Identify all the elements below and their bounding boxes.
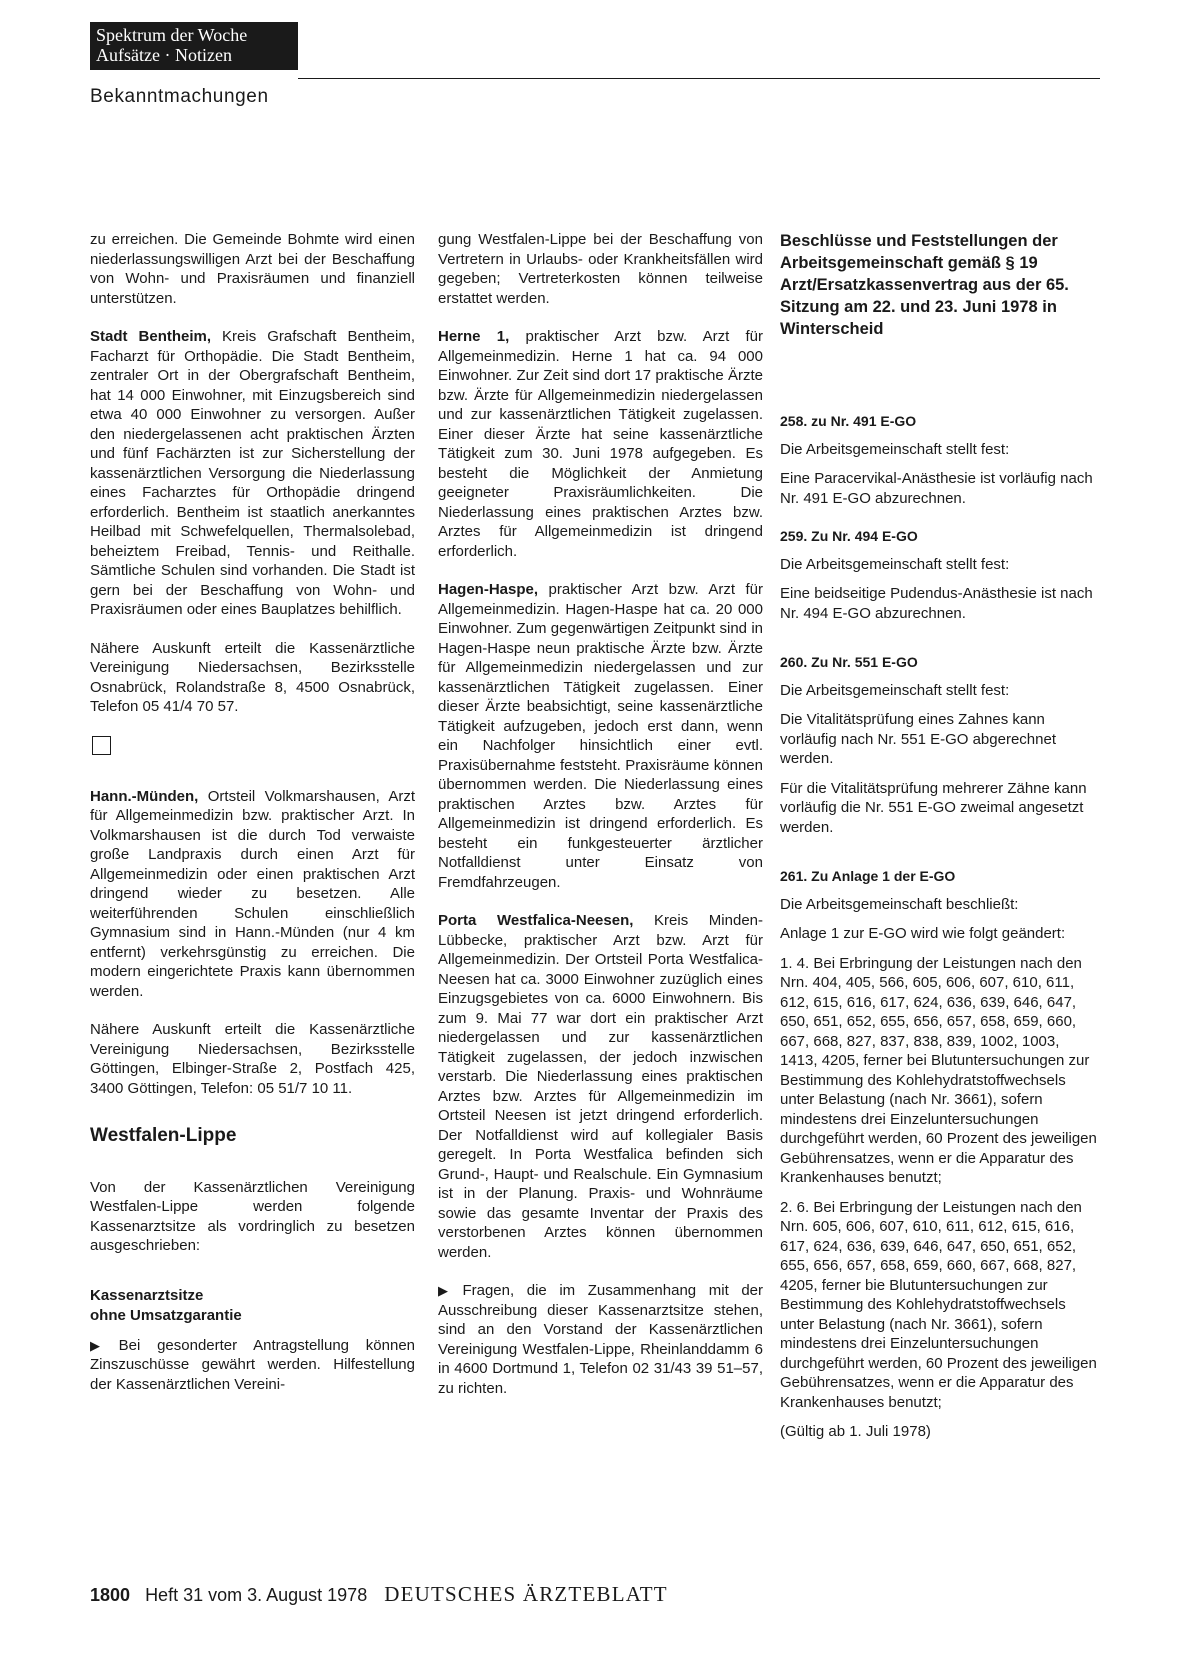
journal-name: DEUTSCHES ÄRZTEBLATT — [384, 1582, 668, 1606]
listing-place: Hagen-Haspe, — [438, 581, 539, 598]
paragraph: gung Westfalen-Lippe bei der Beschaffung von Vertretern in Urlaubs- oder Krankheitsfällen wird gegeben; Vertreterkosten können teilweise erstattet werden. — [438, 231, 763, 307]
listing-place: Hann.-Münden, — [90, 787, 199, 805]
arrow-icon: ▶ — [90, 1337, 113, 1353]
listing-hagen-haspe — [438, 580, 763, 892]
contact-paragraph: Nähere Auskunft erteilt die Kassenärztliche Vereinigung Niedersachsen, Bezirksstelle Göttingen, Elbinger-Straße 2, Postfach 425, 3400 Göttingen, Telefon: 05 51/7 10 11. — [90, 1021, 415, 1097]
issue-info: Heft 31 vom 3. August 1978 — [145, 1585, 368, 1605]
column-1 — [90, 230, 415, 1413]
banner-line-2: Aufsätze · Notizen — [96, 45, 232, 65]
paragraph: Von der Kassenärztlichen Vereinigung Westfalen-Lippe werden folgende Kassenarztsitze als vordringlich zu besetzen ausgeschrieben: — [90, 1178, 415, 1254]
contact-paragraph: Nähere Auskunft erteilt die Kassenärztliche Vereinigung Niedersachsen, Bezirksstelle Osnabrück, Rolandstraße 8, 4500 Osnabrück, Telefon 05 41/4 70 57. — [90, 639, 415, 715]
listing-hann-muenden — [90, 787, 415, 1002]
paragraph-text: Fragen, die im Zusammenhang mit der Ausschreibung dieser Kassenarztsitze stehen, sind an den Vorstand der Kassenärztlichen Vereinigung Westfalen-Lippe, Rheinlanddamm 6 in 4600 Dortmund 1, Telefon 02 31/43 39 51–57, zu richten. — [438, 1282, 764, 1397]
column-3 — [780, 230, 1100, 1461]
listing-place: Porta Westfalica-Neesen, — [438, 912, 634, 929]
listing-porta-westfalica — [438, 911, 763, 1262]
paragraph — [90, 1336, 415, 1395]
listing-text: Ortsteil Volkmarshausen, Arzt für Allgemeinmedizin bzw. praktischer Arzt. In Volkmarshausen ist die durch Tod verwaiste große Landpraxis durch einen Arzt für Allgemeinmedizin oder einen praktischen Arzt dringend wieder zu besetzen. Alle weiterführenden Schulen einschließlich Gymnasium sind in Hann.-Münden (nur 4 km entfernt) verkehrsgünstig zu erreichen. Die modern eingerichtete Praxis kann übernommen werden. — [90, 787, 415, 1000]
paragraph: Die Arbeitsgemeinschaft stellt fest: — [780, 681, 1010, 699]
section-title: Bekanntmachungen — [90, 86, 269, 107]
arrow-icon: ▶ — [438, 1283, 457, 1298]
page-footer — [90, 1582, 668, 1607]
listing-herne — [438, 327, 763, 561]
resolutions-title: Beschlüsse und Feststellungen der Arbeitsgemeinschaft gemäß § 19 Arzt/Ersatzkassenvertrag aus der 65. Sitzung am 22. und 23. Juni 1978 in Winterscheid — [780, 232, 1069, 338]
paragraph: Eine beidseitige Pudendus-Anästhesie ist nach Nr. 494 E-GO abzurechnen. — [780, 585, 1093, 622]
validity-note: (Gültig ab 1. Juli 1978) — [780, 1423, 931, 1440]
listing-place: Stadt Bentheim, — [90, 328, 212, 345]
region-heading: Westfalen-Lippe — [90, 1125, 237, 1146]
listing-place: Herne 1, — [438, 328, 510, 345]
listing-bentheim — [90, 327, 415, 620]
paragraph: Anlage 1 zur E-GO wird wie folgt geändert: — [780, 925, 1066, 942]
paragraph: Die Arbeitsgemeinschaft stellt fest: — [780, 555, 1010, 573]
column-2 — [438, 230, 763, 1417]
listing-text: Kreis Grafschaft Bentheim, Facharzt für Orthopädie. Die Stadt Bentheim, zentraler Ort in der Obergrafschaft Bentheim, hat 14 000 Einwohner, mit Einzugsbereich sind etwa 40 000 Einwohner zu versorgen. Außer den niedergelassenen acht praktischen Ärzten und fünf Fachärzten ist zur Sicherstellung der kassenärztlichen Versorgung die Niederlassung eines Facharztes für Orthopädie dringend erforderlich. Bentheim ist staatlich anerkanntes Heilbad mit Schwefelquellen, Thermalsolebad, beheiztem Freibad, Tennis- und Reithalle. Sämtliche Schulen sind vorhanden. Die Stadt ist gern bei der Beschaffung von Wohn- und Praxisräumen oder eines Bauplatzes behilflich. — [90, 328, 415, 618]
paragraph: Die Vitalitätsprüfung eines Zahnes kann vorläufig nach Nr. 551 E-GO abgerechnet werden. — [780, 711, 1056, 767]
paragraph: 1. 4. Bei Erbringung der Leistungen nach den Nrn. 404, 405, 566, 605, 606, 607, 610, 611, 612, 615, 616, 617, 624, 636, 639, 646, 647, 650, 651, 652, 655, 656, 657, 658, 659, 660, 667, 668, 827, 837, 838, 839, 1002, 1003, 1413, 4205, ferner bei Blutuntersuchungen zur Bestimmung des Kohlehydratstoffwechsels unter Belastung (nach Nr. 3661), sofern mindestens drei Einzeluntersuchungen durchgeführt werden, 60 Prozent des jeweiligen Gebührensatzes, wenn er die Apparatur des Krankenhauses benutzt; — [780, 954, 1097, 1186]
item-heading: 259. Zu Nr. 494 E-GO — [780, 528, 918, 544]
listing-text: praktischer Arzt bzw. Arzt für Allgemeinmedizin. Herne 1 hat ca. 94 000 Einwohner. Zur Zeit sind dort 17 praktische Ärzte bzw. Ärzte für Allgemeinmedizin niedergelassen und zur kassenärztlichen Tätigkeit zugelassen. Einer dieser Ärzte hat seine kassenärztliche Tätigkeit zum 30. Juni 1978 aufgegeben. Es besteht die Möglichkeit der Anmietung geeigneter Praxisräumlichkeiten. Die Niederlassung eines praktischen Arztes bzw. Arztes für Allgemeinmedizin ist dringend erforderlich. — [438, 328, 763, 560]
header-rule — [298, 78, 1100, 79]
listing-text: praktischer Arzt bzw. Arzt für Allgemeinmedizin. Hagen-Haspe hat ca. 20 000 Einwohner. Zum gegenwärtigen Zeitpunkt sind in Hagen-Haspe neun praktische Ärzte bzw. Ärzte für Allgemeinmedizin niedergelassen und zur kassenärztlichen Tätigkeit zugelassen. Einer dieser Ärzte beabsichtigt, seine kassenärztliche Tätigkeit aufzugeben, jedoch erst dann, wenn ein Nachfolger hinsichtlich einer evtl. Praxisübernahme feststeht. Praxisräume können übernommen werden. Die Niederlassung eines praktischen Arztes bzw. Arztes für Allgemeinmedizin ist dringend erforderlich. Es besteht ein funkgesteuerter ärztlicher Notfalldienst unter Einsatz von Fremdfahrzeugen. — [438, 581, 763, 891]
separator-square — [92, 736, 111, 755]
section-banner — [90, 22, 298, 70]
paragraph: zu erreichen. Die Gemeinde Bohmte wird einen niederlassungswilligen Arzt bei der Beschaffung von Wohn- und Praxisräumen und finanziell unterstützen. — [90, 231, 415, 307]
paragraph: Für die Vitalitätsprüfung mehrerer Zähne kann vorläufig die Nr. 551 E-GO zweimal angesetzt werden. — [780, 779, 1087, 836]
paragraph: Eine Paracervikal-Anästhesie ist vorläufig nach Nr. 491 E-GO abzurechnen. — [780, 470, 1093, 507]
subheading-line-2: ohne Umsatzgarantie — [90, 1306, 242, 1324]
listing-text: Kreis Minden-Lübbecke, praktischer Arzt bzw. Arzt für Allgemeinmedizin. Der Ortsteil Porta Westfalica-Neesen hat ca. 3000 Einwohner zuzüglich eines Einzugsgebietes von ca. 6000 Einwohnern. Bis zum 9. Mai 77 war dort ein praktischer Arzt niedergelassen und zur kassenärztlichen Tätigkeit zugelassen, der jedoch inzwischen verstarb. Die Niederlassung eines praktischen Arztes bzw. Arztes für Allgemeinmedizin im Ortsteil Neesen ist jetzt dringend erforderlich. Der Notfalldienst wird auf kollegialer Basis geregelt. In Porta Westfalica befinden sich Grund-, Haupt- und Realschule. Ein Gymnasium ist in der Planung. Praxis- und Wohnräume sowie das gesamte Inventar der Praxis des verstorbenen Arztes können übernommen werden. — [438, 912, 763, 1261]
item-heading: 258. zu Nr. 491 E-GO — [780, 413, 917, 429]
subheading — [90, 1286, 415, 1326]
paragraph: 2. 6. Bei Erbringung der Leistungen nach den Nrn. 605, 606, 607, 610, 611, 612, 615, 616, 617, 624, 636, 639, 646, 647, 650, 651, 652, 655, 656, 657, 658, 659, 660, 667, 668, 827, 4205, ferner bie Blutuntersuchungen zur Bestimmung des Kohlehydratstoffwechsels unter Belastung (nach Nr. 3661), sofern mindestens drei Einzeluntersuchungen durchgeführt werden, 60 Prozent des jeweiligen Gebührensatzes, wenn er die Apparatur des Krankenhauses benutzt; — [780, 1198, 1097, 1411]
subheading-line-1: Kassenarztsitze — [90, 1286, 204, 1304]
item-heading: 260. Zu Nr. 551 E-GO — [780, 654, 918, 670]
banner-line-1: Spektrum der Woche — [96, 25, 248, 45]
page-number: 1800 — [90, 1585, 131, 1605]
paragraph: Die Arbeitsgemeinschaft beschließt: — [780, 895, 1019, 913]
paragraph-text: Bei gesonderter Antragstellung können Zinszuschüsse gewährt werden. Hilfestellung der Kassenärztlichen Vereini- — [90, 1336, 416, 1393]
item-heading: 261. Zu Anlage 1 der E-GO — [780, 868, 956, 884]
paragraph: Die Arbeitsgemeinschaft stellt fest: — [780, 440, 1010, 458]
paragraph — [438, 1281, 763, 1398]
